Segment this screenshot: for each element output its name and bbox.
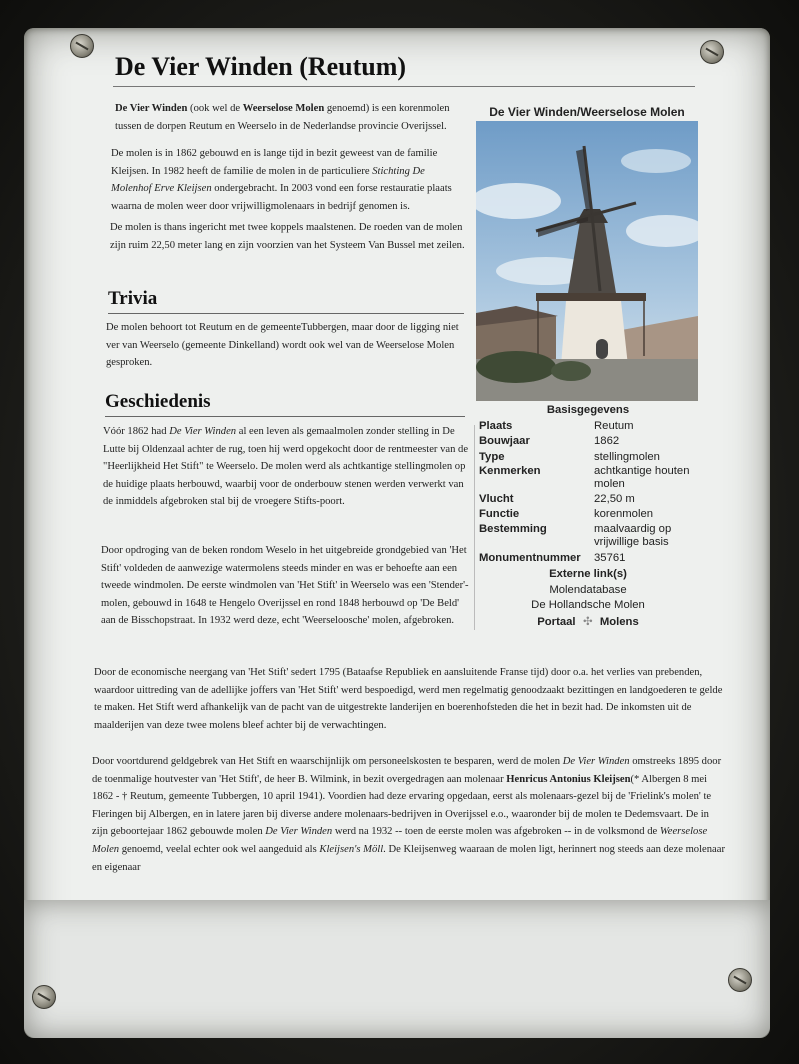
history-paragraph-3: Door de economische neergang van 'Het Stift' sedert 1795 (Bataafse Republiek en aansluitende Franse tijd) door o.a. het verlies van prebenden, waardoor uittreding van de adellijke joffers van 'Het Stift' werd bespoedigd, werd men regelmatig genoodzaakt bezittingen en landgoederen te gelde te maken. Het Stift werd afhankelijk van de pacht van de uitgestrekte landerijen en boerenhofsteden die het in bezit had. De inkomsten uit de maalderijen van deze twee molens bleef achter bij de verwachtingen. xyxy=(94,667,723,731)
text-span: . De Kleijsenweg waaraan de molen ligt, herinnert nog steeds aan deze molenaar en eigenaar xyxy=(92,843,725,873)
foundation-name: Stichting De Molenhof Erve Kleijsen xyxy=(111,165,425,195)
text-span: ondergebracht. In 2003 vond een forse restauratie plaats waarna de molen weer door vrijwilligmolenaars in bedrijf genomen is. xyxy=(111,183,452,212)
text-span: Door voortdurend geldgebrek van Het Stift en waarschijnlijk om personeelskosten te besparen, werd de molen xyxy=(92,756,563,767)
text-span: genoemd, veelal echter ook wel aangeduid als xyxy=(119,843,320,855)
title-divider xyxy=(113,86,695,87)
row-key: Vlucht xyxy=(479,493,514,505)
screw-icon xyxy=(700,40,724,64)
text-span: (* Albergen 8 mei 1862 - † Reutum, gemeente Tubbergen, 10 april 1941). Voordien had deze ervaring opgedaan, eerst als molenaars-gezel bij de 'Frielink's molen' te Fleringen bij Albergen, en in latere jaren bij diverse andere molenaars-bedrijven in Overijssel e.o., waaronder bij de molen te Dedemsvaart. De in zijn geboortejaar 1862 gebouwde molen xyxy=(92,773,712,838)
miller-name: Henricus Antonius Kleijsen xyxy=(506,773,631,785)
basisgegevens-heading: Basisgegevens xyxy=(546,404,630,416)
text-span: De molen is in 1862 gebouwd en is lange tijd in bezit geweest van de familie Kleijsen. In 1982 heeft de familie de molen in de particuliere xyxy=(111,148,438,177)
row-value: achtkantige houten molen xyxy=(594,465,690,490)
row-value: 22,50 m xyxy=(594,493,635,505)
row-key: Kenmerken xyxy=(479,465,541,477)
screw-icon xyxy=(70,34,94,58)
history-paragraph-4 xyxy=(92,753,726,876)
mill-alt-name: Weerselose Molen xyxy=(92,826,708,855)
row-value: Reutum xyxy=(594,420,634,432)
text-span: (ook wel de xyxy=(187,103,243,114)
trivia-heading: Trivia xyxy=(108,288,158,309)
text-span: genoemd) is een korenmolen tussen de dorpen Reutum en Weerselo in de Nederlandse provincie Overijssel. xyxy=(115,103,450,132)
windmill-photo xyxy=(476,121,698,401)
link-molendatabase[interactable]: Molendatabase xyxy=(549,584,627,596)
portal-label: Portaal xyxy=(537,616,576,628)
infobox-title: De Vier Winden/Weerselose Molen xyxy=(489,105,685,119)
portal-molens: Molens xyxy=(599,616,639,628)
intro-paragraph-1 xyxy=(115,100,467,135)
section-divider xyxy=(108,313,464,314)
text-span: Vóór 1862 had xyxy=(103,426,170,437)
trivia-paragraph: De molen behoort tot Reutum en de gemeenteTubbergen, maar door de ligging niet ver van Weerselo (gemeente Dinkelland) wordt ook wel van de Weerselose Molen gesproken. xyxy=(106,322,459,369)
mill-name: De Vier Winden xyxy=(169,426,237,437)
row-key: Plaats xyxy=(479,420,513,432)
text-span: werd na 1932 -- toen de eerste molen was afgebroken -- in de volksmond de xyxy=(332,826,660,838)
windmill-icon: ✣ xyxy=(582,616,593,628)
external-links-heading: Externe link(s) xyxy=(549,568,627,580)
row-key: Bouwjaar xyxy=(479,435,530,447)
board-lower-panel xyxy=(24,900,770,1038)
history-heading: Geschiedenis xyxy=(105,391,211,412)
text-span: al een leven als gemaalmolen zonder stelling in De Lutte bij Oldenzaal achter de rug, toen hij werd opgekocht door de rentmeester van de "Heerlijkheid Het Stift" te Weerselo. De molen werd als achtkantige stellingmolen op de huidige plaats herbouwd, waarbij voor de onderbouw stenen werden verwerkt van de inmiddels afgebroken stal bij de vroegere Stifts-poort. xyxy=(103,426,469,508)
row-key: Monumentnummer xyxy=(479,552,581,564)
section-divider xyxy=(105,416,465,417)
row-value: 35761 xyxy=(594,552,626,564)
history-paragraph-2: Door opdroging van de beken rondom Weselo in het uitgebreide grondgebied van 'Het Stift' voldeden de aanwezige watermolens steeds minder en was er behoefte aan een tweede windmolen. De eerste windmolen van 'Het Stift' in Weerselo was een 'Stender'-molen, gebouwd in 1648 te Hengelo Overijssel en rond 1848 herbouwd op 'De Beld' aan de Bisschopstraat. In 1932 werd deze, echt 'Weerseloosche' molen, afgebroken. xyxy=(101,545,469,627)
mill-nickname: Kleijsen's Möll xyxy=(319,843,384,855)
screw-icon xyxy=(728,968,752,992)
row-key: Type xyxy=(479,451,505,463)
text-span: omstreeks 1895 door de toenmalige houtvester van 'Het Stift', de heer B. Wilmink, in bezit overgedragen aan molenaar xyxy=(92,756,722,785)
portal-line[interactable] xyxy=(476,615,700,628)
row-value: maalvaardig op vrijwillige basis xyxy=(594,523,672,548)
infobox-divider xyxy=(474,425,475,630)
mill-name: De Vier Winden xyxy=(562,756,630,767)
row-value: stellingmolen xyxy=(594,451,660,463)
windmill-image xyxy=(476,121,698,401)
mill-name: De Vier Winden xyxy=(265,826,333,838)
row-key: Functie xyxy=(479,508,520,520)
screw-icon xyxy=(32,985,56,1009)
intro-paragraph-3: De molen is thans ingericht met twee koppels maalstenen. De roeden van de molen zijn ruim 22,50 meter lang en zijn voorzien van het Systeem Van Bussel met zeilen. xyxy=(110,222,465,251)
link-hollandsche-molen[interactable]: De Hollandsche Molen xyxy=(531,599,645,611)
intro-paragraph-2 xyxy=(111,145,467,215)
mill-name: De Vier Winden xyxy=(115,103,188,114)
history-paragraph-1 xyxy=(103,423,471,511)
page-title: De Vier Winden (Reutum) xyxy=(115,52,407,81)
row-value: 1862 xyxy=(594,435,620,447)
row-value: korenmolen xyxy=(594,508,654,520)
mill-alt-name: Weerselose Molen xyxy=(242,103,325,114)
row-key: Bestemming xyxy=(479,523,547,535)
